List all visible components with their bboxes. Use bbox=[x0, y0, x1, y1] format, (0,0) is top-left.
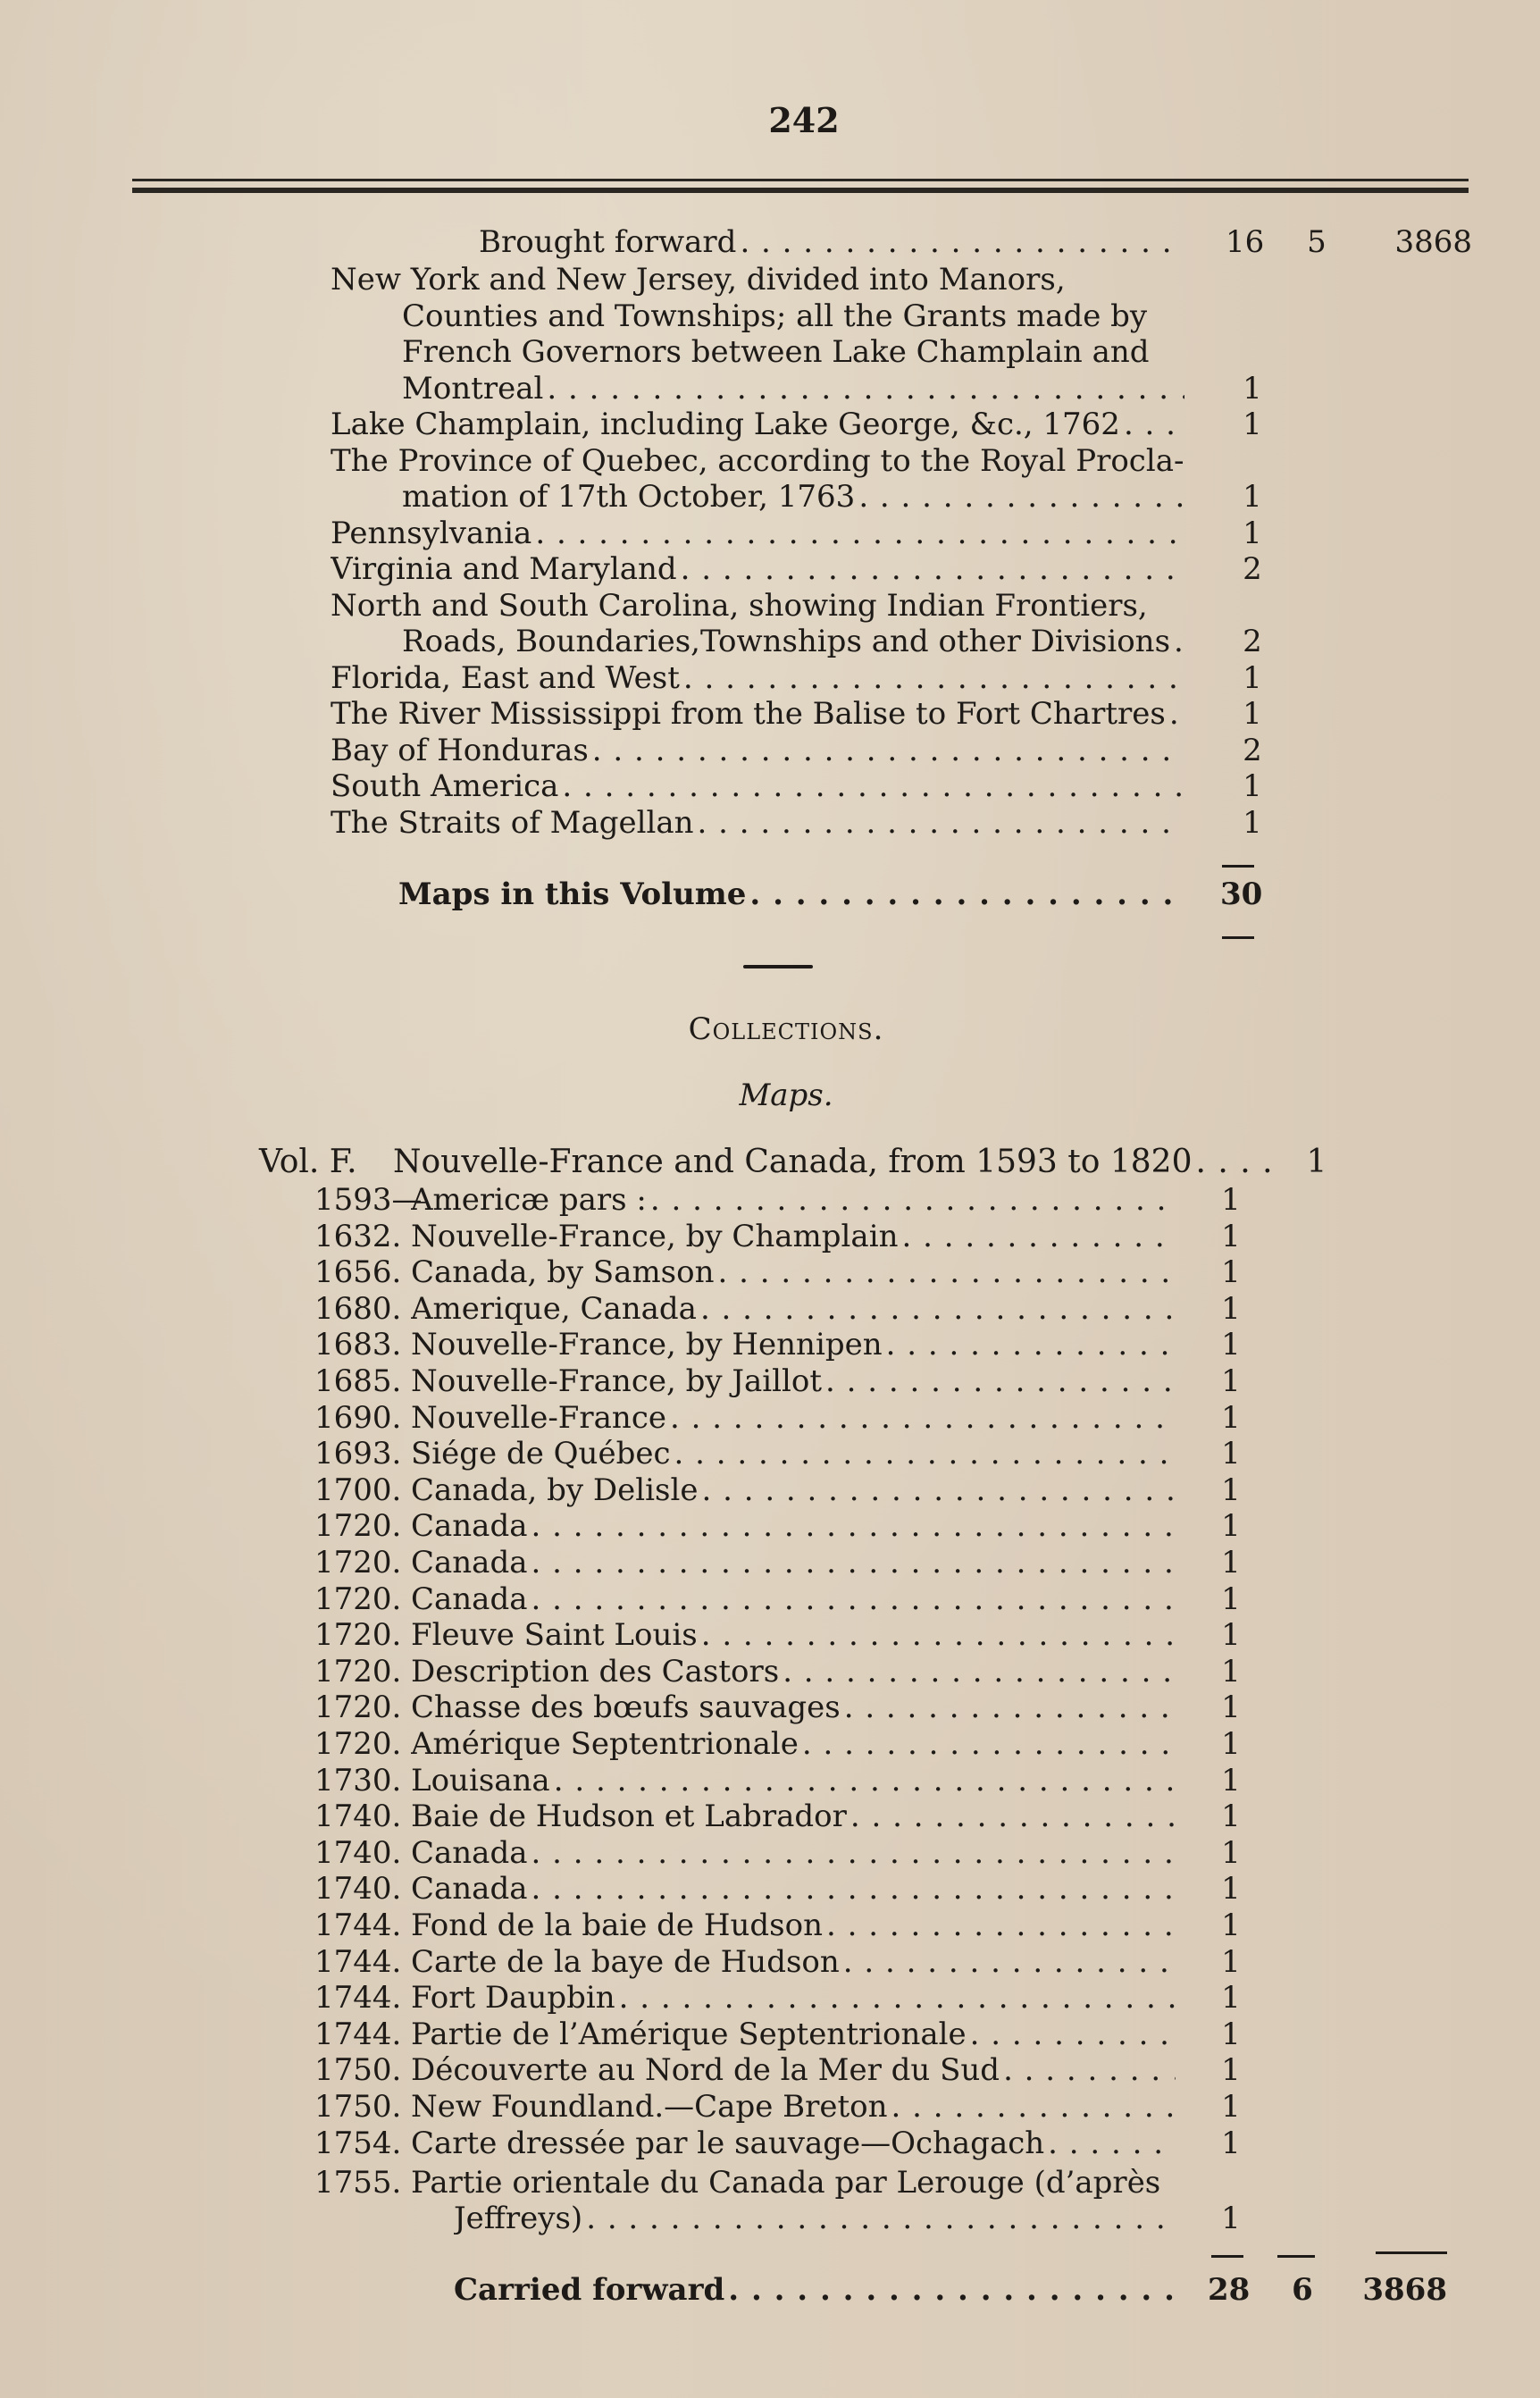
map-entry-text: The Province of Quebec, according to the Royal Procla- bbox=[331, 443, 1184, 479]
vol-f-count: 1 bbox=[1306, 1144, 1327, 1180]
vol-f-item-title: Nouvelle-France, by Hennipen . . . bbox=[411, 1326, 1176, 1363]
map-entry-line bbox=[0, 515, 1540, 552]
map-entry-text: Montreal . . . bbox=[402, 370, 1184, 407]
last-item-row-2 bbox=[0, 2200, 1540, 2237]
brought-forward-row bbox=[0, 223, 1540, 261]
vol-f-item-count: 1 bbox=[1221, 1219, 1241, 1254]
map-entry-count: 1 bbox=[1243, 407, 1262, 442]
map-entry-text: Florida, East and West . . . bbox=[331, 659, 1184, 697]
map-entry-count: 1 bbox=[1243, 371, 1262, 407]
map-entry-text: South America . . . bbox=[331, 767, 1184, 805]
map-entry-count: 2 bbox=[1243, 551, 1262, 587]
vol-f-item-count: 1 bbox=[1221, 1908, 1241, 1943]
volume-total-row bbox=[0, 876, 1540, 913]
brought-forward-col1: 16 bbox=[1226, 224, 1265, 260]
vol-f-item-year: 1693. bbox=[314, 1436, 402, 1472]
vol-f-row bbox=[0, 1144, 1540, 1181]
vol-f-item bbox=[0, 1834, 1540, 1872]
map-entry-count: 2 bbox=[1243, 624, 1262, 659]
vol-f-label: Vol. F. bbox=[259, 1144, 357, 1180]
map-entry-text: Virginia and Maryland . . . bbox=[331, 550, 1184, 588]
vol-f-item bbox=[0, 1762, 1540, 1799]
carried-forward-col1: 28 bbox=[1208, 2272, 1251, 2308]
map-entry-text: New York and New Jersey, divided into Manors, bbox=[331, 262, 1066, 298]
vol-f-item-count: 1 bbox=[1221, 2089, 1241, 2125]
map-entry-text: The River Mississippi from the Balise to Fort Chartres . . . bbox=[331, 695, 1184, 733]
vol-f-item-count: 1 bbox=[1221, 1871, 1241, 1907]
map-entry-line bbox=[0, 261, 1540, 298]
vol-f-item-title: Americæ pars : . . . bbox=[411, 1181, 1176, 1219]
vol-f-item bbox=[0, 2088, 1540, 2126]
vol-f-item-year: 1744. bbox=[314, 1908, 402, 1943]
map-entry-line bbox=[0, 442, 1540, 480]
total-dash-top bbox=[1222, 865, 1254, 868]
vol-f-item-title: Siége de Québec . . . bbox=[411, 1435, 1176, 1472]
vol-f-item bbox=[0, 1870, 1540, 1908]
map-entry-line bbox=[0, 406, 1540, 443]
vol-f-item-title: Nouvelle-France . . . bbox=[411, 1399, 1176, 1437]
map-entry-line bbox=[0, 370, 1540, 407]
vol-f-item-count: 1 bbox=[1221, 1581, 1241, 1617]
vol-f-item-year: 1593— bbox=[314, 1182, 423, 1218]
vol-f-item-count: 1 bbox=[1221, 1254, 1241, 1290]
volume-total-label: Maps in this Volume . . . bbox=[398, 876, 1184, 913]
vol-f-item-year: 1730. bbox=[314, 1763, 402, 1798]
map-entry-text: mation of 17th October, 1763 . . . bbox=[402, 478, 1184, 516]
vol-f-item-title: Canada . . . bbox=[411, 1834, 1176, 1872]
map-entry-line bbox=[0, 695, 1540, 733]
vol-f-item-count: 1 bbox=[1221, 2126, 1241, 2161]
vol-f-item bbox=[0, 1472, 1540, 1509]
vol-f-item-title: Fort Daupbin . . . bbox=[411, 1979, 1176, 2016]
vol-f-item bbox=[0, 1689, 1540, 1726]
vol-f-item-year: 1656. bbox=[314, 1254, 402, 1290]
vol-f-item-title: New Foundland.—Cape Breton . . . bbox=[411, 2088, 1176, 2126]
vol-f-item-year: 1740. bbox=[314, 1871, 402, 1907]
carried-forward-row bbox=[0, 2271, 1540, 2309]
vol-f-item-title: Carte de la baye de Hudson . . . bbox=[411, 1943, 1176, 1981]
map-entry-count: 1 bbox=[1243, 479, 1262, 515]
vol-f-item-title: Nouvelle-France, by Jaillot . . . bbox=[411, 1362, 1176, 1400]
vol-f-item-count: 1 bbox=[1221, 1472, 1241, 1508]
vol-f-item-title: Amérique Septentrionale . . . bbox=[411, 1725, 1176, 1763]
vol-f-item-title: Canada, by Samson . . . bbox=[411, 1254, 1176, 1291]
vol-f-item-count: 1 bbox=[1221, 1980, 1241, 2016]
vol-f-item-title: Fond de la baie de Hudson . . . bbox=[411, 1907, 1176, 1944]
vol-f-item bbox=[0, 1362, 1540, 1400]
carried-dash-1 bbox=[1211, 2255, 1243, 2258]
vol-f-item bbox=[0, 1616, 1540, 1654]
last-item-line-1: Partie orientale du Canada par Lerouge (d’après bbox=[411, 2165, 1161, 2201]
header-rule-thin bbox=[132, 179, 1469, 181]
vol-f-item bbox=[0, 1725, 1540, 1763]
total-dash-bottom bbox=[1222, 936, 1254, 939]
map-entry-count: 1 bbox=[1243, 768, 1262, 804]
vol-f-item-title: Carte dressée par le sauvage—Ochagach . . . bbox=[411, 2125, 1176, 2162]
vol-f-item-title: Chasse des bœufs sauvages . . . bbox=[411, 1689, 1176, 1726]
vol-f-item bbox=[0, 2016, 1540, 2053]
last-item-row-1 bbox=[0, 2164, 1540, 2201]
map-entry-line bbox=[0, 767, 1540, 805]
vol-f-item-year: 1744. bbox=[314, 2016, 402, 2052]
map-entry-line bbox=[0, 333, 1540, 371]
vol-f-item bbox=[0, 1907, 1540, 1944]
carried-forward-label: Carried forward . . . bbox=[454, 2271, 1176, 2309]
vol-f-item-count: 1 bbox=[1221, 1327, 1241, 1362]
vol-f-item-title: Baie de Hudson et Labrador . . . bbox=[411, 1798, 1176, 1835]
vol-f-item bbox=[0, 1943, 1540, 1981]
vol-f-item bbox=[0, 1544, 1540, 1581]
vol-f-item-title: Découverte au Nord de la Mer du Sud . . . bbox=[411, 2051, 1176, 2089]
map-entry-text: French Governors between Lake Champlain and bbox=[402, 334, 1150, 370]
map-entry-count: 1 bbox=[1243, 660, 1262, 696]
vol-f-item-count: 1 bbox=[1221, 1690, 1241, 1725]
map-entry-count: 1 bbox=[1243, 696, 1262, 732]
vol-f-item-year: 1685. bbox=[314, 1363, 402, 1399]
map-entry-text: Bay of Honduras . . . bbox=[331, 732, 1184, 769]
vol-f-item-year: 1720. bbox=[314, 1545, 402, 1580]
vol-f-item-count: 1 bbox=[1221, 2052, 1241, 2088]
collections-heading: Collections. bbox=[688, 1011, 884, 1047]
vol-f-item-count: 1 bbox=[1221, 1726, 1241, 1762]
vol-f-item-count: 1 bbox=[1221, 1400, 1241, 1436]
vol-f-item-year: 1744. bbox=[314, 1980, 402, 2016]
vol-f-item bbox=[0, 1399, 1540, 1437]
map-entry-line bbox=[0, 298, 1540, 335]
vol-f-item-title: Canada, by Delisle . . . bbox=[411, 1472, 1176, 1509]
vol-f-item-count: 1 bbox=[1221, 1436, 1241, 1472]
vol-f-item-year: 1720. bbox=[314, 1690, 402, 1725]
last-item-line-2: Jeffreys) . . . bbox=[454, 2200, 1176, 2237]
vol-f-item-title: Louisana . . . bbox=[411, 1762, 1176, 1799]
vol-f-item bbox=[0, 2125, 1540, 2162]
vol-f-item-count: 1 bbox=[1221, 1835, 1241, 1871]
vol-f-item-title: Canada . . . bbox=[411, 1580, 1176, 1618]
vol-f-item-count: 1 bbox=[1221, 1944, 1241, 1980]
vol-f-item-year: 1700. bbox=[314, 1472, 402, 1508]
vol-f-item bbox=[0, 2051, 1540, 2089]
vol-f-item-title: Canada . . . bbox=[411, 1870, 1176, 1908]
vol-f-item-title: Canada . . . bbox=[411, 1544, 1176, 1581]
map-entry-line bbox=[0, 587, 1540, 625]
vol-f-item bbox=[0, 1798, 1540, 1835]
carried-forward-col3: 3868 bbox=[1362, 2272, 1447, 2308]
vol-f-item-year: 1740. bbox=[314, 1798, 402, 1834]
vol-f-item-title: Fleuve Saint Louis . . . bbox=[411, 1616, 1176, 1654]
vol-f-item-count: 1 bbox=[1221, 1182, 1241, 1218]
map-entry-text: Lake Champlain, including Lake George, &c., 1762 . . . bbox=[331, 406, 1184, 443]
map-entry-line bbox=[0, 659, 1540, 697]
vol-f-item-count: 1 bbox=[1221, 1508, 1241, 1544]
carried-dash-3 bbox=[1376, 2251, 1447, 2254]
volume-total-count: 30 bbox=[1220, 876, 1263, 912]
vol-f-item-title: Canada . . . bbox=[411, 1507, 1176, 1545]
vol-f-item bbox=[0, 1218, 1540, 1255]
vol-f-item-year: 1632. bbox=[314, 1219, 402, 1254]
vol-f-item-title: Description des Castors . . . bbox=[411, 1653, 1176, 1690]
vol-f-item-count: 1 bbox=[1221, 1545, 1241, 1580]
vol-f-item-year: 1720. bbox=[314, 1654, 402, 1690]
vol-f-item-year: 1720. bbox=[314, 1581, 402, 1617]
vol-f-title: Nouvelle-France and Canada, from 1593 to 1820 . . . bbox=[393, 1144, 1283, 1181]
maps-subheading: Maps. bbox=[739, 1077, 833, 1113]
vol-f-item-count: 1 bbox=[1221, 2016, 1241, 2052]
vol-f-item-year: 1690. bbox=[314, 1400, 402, 1436]
vol-f-item-count: 1 bbox=[1221, 1798, 1241, 1834]
header-rule-thick bbox=[132, 188, 1469, 193]
map-entry-text: Pennsylvania . . . bbox=[331, 515, 1184, 552]
vol-f-item-title: Amerique, Canada . . . bbox=[411, 1290, 1176, 1328]
vol-f-item bbox=[0, 1979, 1540, 2016]
map-entry-count: 1 bbox=[1243, 516, 1262, 551]
vol-f-item-year: 1744. bbox=[314, 1944, 402, 1980]
vol-f-item-year: 1750. bbox=[314, 2089, 402, 2125]
map-entry-text: Roads, Boundaries,Townships and other Divisions . . . bbox=[402, 623, 1184, 660]
page-number: 242 bbox=[768, 100, 840, 140]
vol-f-item-title: Partie de l’Amérique Septentrionale . . . bbox=[411, 2016, 1176, 2053]
section-ornament bbox=[743, 965, 813, 968]
map-entry-count: 2 bbox=[1243, 733, 1262, 768]
brought-forward-label: Brought forward . . . bbox=[479, 223, 1184, 261]
map-entry-line bbox=[0, 550, 1540, 588]
vol-f-item-count: 1 bbox=[1221, 1654, 1241, 1690]
vol-f-item-count: 1 bbox=[1221, 1617, 1241, 1653]
brought-forward-col2: 5 bbox=[1307, 224, 1327, 260]
vol-f-item bbox=[0, 1326, 1540, 1363]
vol-f-item-count: 1 bbox=[1221, 1363, 1241, 1399]
map-entry-line bbox=[0, 623, 1540, 660]
vol-f-item bbox=[0, 1580, 1540, 1618]
vol-f-item-year: 1683. bbox=[314, 1327, 402, 1362]
vol-f-item bbox=[0, 1254, 1540, 1291]
carried-forward-col2: 6 bbox=[1292, 2272, 1313, 2308]
vol-f-item-year: 1720. bbox=[314, 1617, 402, 1653]
vol-f-item-title: Nouvelle-France, by Champlain . . . bbox=[411, 1218, 1176, 1255]
vol-f-item-count: 1 bbox=[1221, 1763, 1241, 1798]
map-entry-line bbox=[0, 732, 1540, 769]
brought-forward-col3: 3868 bbox=[1394, 224, 1472, 260]
last-item-count: 1 bbox=[1221, 2201, 1241, 2236]
vol-f-item bbox=[0, 1507, 1540, 1545]
map-entry-line bbox=[0, 478, 1540, 516]
vol-f-item-count: 1 bbox=[1221, 1291, 1241, 1327]
vol-f-item bbox=[0, 1435, 1540, 1472]
map-entry-count: 1 bbox=[1243, 805, 1262, 841]
map-entry-line bbox=[0, 804, 1540, 842]
vol-f-item bbox=[0, 1290, 1540, 1328]
map-entry-text: North and South Carolina, showing Indian Frontiers, bbox=[331, 588, 1148, 624]
vol-f-item-year: 1720. bbox=[314, 1726, 402, 1762]
vol-f-item bbox=[0, 1653, 1540, 1690]
map-entry-text: Counties and Townships; all the Grants made by bbox=[402, 298, 1148, 334]
vol-f-item bbox=[0, 1181, 1540, 1219]
vol-f-item-year: 1750. bbox=[314, 2052, 402, 2088]
vol-f-item-year: 1680. bbox=[314, 1291, 402, 1327]
map-entry-text: The Straits of Magellan . . . bbox=[331, 804, 1184, 842]
last-item-year: 1755. bbox=[314, 2165, 402, 2201]
vol-f-item-year: 1754. bbox=[314, 2126, 402, 2161]
carried-dash-2 bbox=[1277, 2255, 1315, 2258]
vol-f-item-year: 1740. bbox=[314, 1835, 402, 1871]
vol-f-item-year: 1720. bbox=[314, 1508, 402, 1544]
